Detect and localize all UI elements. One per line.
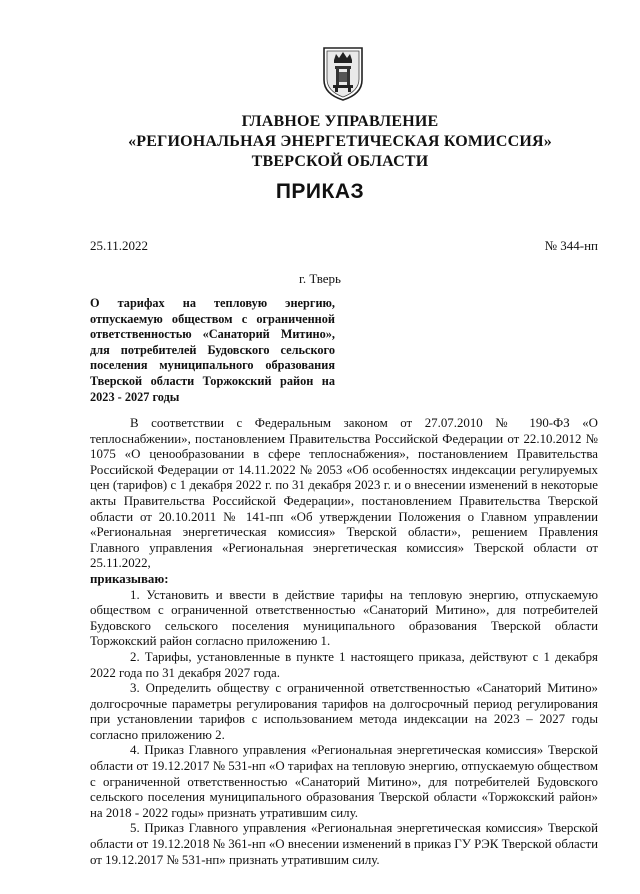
header-line-2: «РЕГИОНАЛЬНАЯ ЭНЕРГЕТИЧЕСКАЯ КОМИССИЯ»: [128, 133, 552, 150]
order-word: приказываю:: [90, 571, 169, 586]
document-subject: О тарифах на тепловую энергию, отпускаемую обществом с ограниченной ответственностью «Санаторий Митино», для потребителей Будовского сельского поселения муниципального образования Тверской области Торжокский район на 2023 - 2027 годы: [90, 296, 335, 404]
document-number: № 344-нп: [544, 238, 598, 253]
order-item-1: 1. Установить и ввести в действие тарифы на тепловую энергию, отпускаемую обществом с ограниченной ответственностью «Санаторий Митино», для потребителей Будовского сельского поселения муниципального образования Тверской области Торжокский район согласно приложению 1.: [90, 587, 598, 649]
order-item-3: 3. Определить обществу с ограниченной ответственностью «Санаторий Митино» долгосрочные параметры регулирования тарифов на долгосрочный период регулирования при установлении тарифов с использованием метода индексации на 2023 – 2027 годы согласно приложению 2.: [90, 681, 598, 742]
order-item-2: 2. Тарифы, установленные в пункте 1 настоящего приказа, действуют с 1 декабря 2022 года по 31 декабря 2027 года.: [90, 649, 598, 680]
header-line-1: ГЛАВНОЕ УПРАВЛЕНИЕ: [241, 113, 439, 130]
document-body: [90, 416, 598, 868]
preamble-paragraph: В соответствии с Федеральным законом от 27.07.2010 № 190-ФЗ «О теплоснабжении», постановлением Правительства Российской Федерации от 22.10.2012 № 1075 «О ценообразовании в сфере теплоснабжения», постановлением Правительства Российской Федерации от 14.11.2022 № 2053 «Об особенностях индексации регулируемых цен (тарифов) с 1 декабря 2022 г. по 31 декабря 2023 г. и о внесении изменений в некоторые акты Правительства Российской Федерации», постановлением Правительства Тверской области от 20.10.2011 № 141-пп «Об утверждении Положения о Главном управлении «Региональная энергетическая комиссия» Тверской области», решением Правления Главного управления «Региональная энергетическая комиссия» Тверской области от 25.11.2022,: [90, 416, 598, 571]
document-type: ПРИКАЗ: [275, 180, 365, 203]
order-item-4: 4. Приказ Главного управления «Региональная энергетическая комиссия» Тверской области от 19.12.2017 № 531-нп «О тарифах на тепловую энергию, отпускаемую обществом с ограниченной ответственностью «Санаторий Митино», для потребителей Будовского сельского поселения муниципального образования Тверской области «Торжокский район» на 2018 - 2022 годы» признать утратившим силу.: [90, 743, 598, 820]
document-city: г. Тверь: [299, 271, 341, 286]
tver-coat-of-arms-icon: [322, 46, 364, 102]
order-item-5: 5. Приказ Главного управления «Региональная энергетическая комиссия» Тверской области от 19.12.2018 № 361-нп «О внесении изменений в приказ ГУ РЭК Тверской области от 19.12.2017 № 531-нп» признать утратившим силу.: [90, 821, 598, 867]
document-date: 25.11.2022: [90, 238, 149, 253]
header-line-3: ТВЕРСКОЙ ОБЛАСТИ: [251, 153, 429, 170]
issuer-header: [80, 112, 600, 172]
